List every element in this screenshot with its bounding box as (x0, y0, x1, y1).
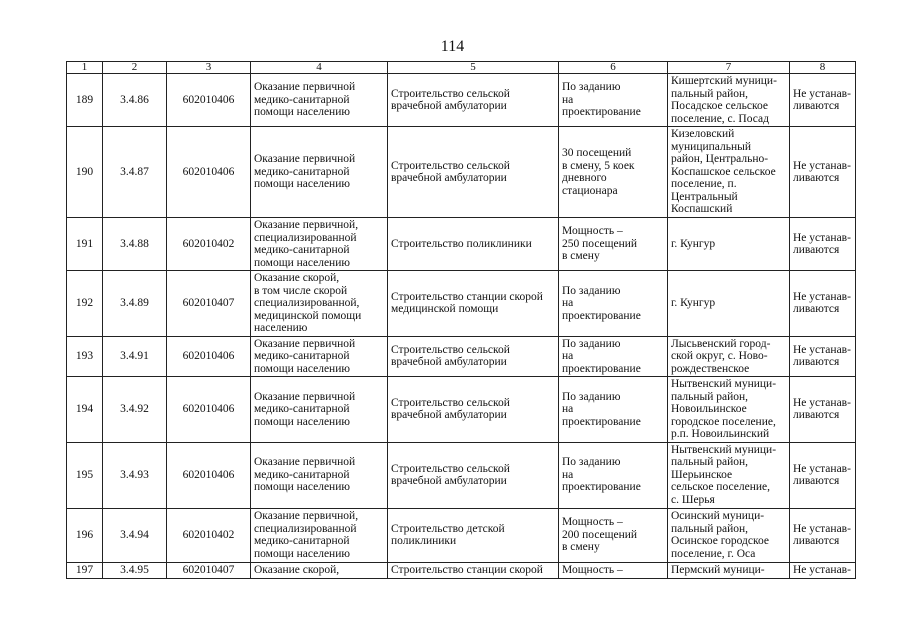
row-number: 189 (67, 74, 103, 127)
row-purpose: Оказание первичной медико-санитарной помощи населению (251, 74, 388, 127)
row-capacity: По заданию на проектирование (559, 377, 668, 443)
row-capacity: Мощность – 250 посещений в смену (559, 218, 668, 271)
row-number: 197 (67, 562, 103, 578)
row-capacity: Мощность – (559, 562, 668, 578)
row-object: Строительство станции скорой (388, 562, 559, 578)
table-header-row (67, 62, 856, 74)
row-code: 3.4.92 (103, 377, 167, 443)
table-row (67, 562, 856, 578)
header-cell: 2 (103, 62, 167, 74)
row-code: 3.4.89 (103, 271, 167, 337)
row-location: Лысьвенский город- ской округ, с. Ново- рождественское (668, 336, 790, 377)
row-zone: Не устанав- ливаются (790, 218, 856, 271)
row-code: 3.4.93 (103, 442, 167, 508)
row-location: Пермский муници- (668, 562, 790, 578)
row-location: г. Кунгур (668, 218, 790, 271)
row-zone: Не устанав- ливаются (790, 336, 856, 377)
row-location: Нытвенский муници- пальный район, Шерьинское сельское поселение, с. Шерья (668, 442, 790, 508)
table-row (67, 508, 856, 562)
row-zone: Не устанав- (790, 562, 856, 578)
header-cell: 4 (251, 62, 388, 74)
row-zone: Не устанав- ливаются (790, 508, 856, 562)
row-object: Строительство сельской врачебной амбулатории (388, 336, 559, 377)
row-location: Осинский муници- пальный район, Осинское городское поселение, г. Оса (668, 508, 790, 562)
row-purpose: Оказание первичной, специализированной медико-санитарной помощи населению (251, 508, 388, 562)
row-okved: 602010406 (167, 377, 251, 443)
row-number: 192 (67, 271, 103, 337)
row-code: 3.4.86 (103, 74, 167, 127)
row-number: 191 (67, 218, 103, 271)
row-zone: Не устанав- ливаются (790, 377, 856, 443)
row-capacity: По заданию на проектирование (559, 336, 668, 377)
row-zone: Не устанав- ливаются (790, 271, 856, 337)
row-number: 193 (67, 336, 103, 377)
row-object: Строительство сельской врачебной амбулатории (388, 127, 559, 218)
row-capacity: По заданию на проектирование (559, 442, 668, 508)
row-number: 196 (67, 508, 103, 562)
row-okved: 602010402 (167, 218, 251, 271)
row-code: 3.4.87 (103, 127, 167, 218)
row-purpose: Оказание первичной медико-санитарной помощи населению (251, 377, 388, 443)
row-okved: 602010406 (167, 127, 251, 218)
row-okved: 602010402 (167, 508, 251, 562)
row-code: 3.4.94 (103, 508, 167, 562)
header-cell: 1 (67, 62, 103, 74)
row-okved: 602010407 (167, 562, 251, 578)
row-purpose: Оказание первичной медико-санитарной помощи населению (251, 336, 388, 377)
table-row (67, 127, 856, 218)
row-zone: Не устанав- ливаются (790, 127, 856, 218)
table-row (67, 271, 856, 337)
row-location: Кишертский муници- пальный район, Посадское сельское поселение, с. Посад (668, 74, 790, 127)
row-object: Строительство станции скорой медицинской помощи (388, 271, 559, 337)
row-object: Строительство сельской врачебной амбулатории (388, 442, 559, 508)
row-okved: 602010406 (167, 74, 251, 127)
header-cell: 6 (559, 62, 668, 74)
row-object: Строительство сельской врачебной амбулатории (388, 74, 559, 127)
table-row (67, 442, 856, 508)
row-object: Строительство сельской врачебной амбулатории (388, 377, 559, 443)
page-number: 114 (440, 38, 465, 55)
row-purpose: Оказание скорой, (251, 562, 388, 578)
row-location: Нытвенский муници- пальный район, Новоильинское городское поселение, р.п. Новоильинский (668, 377, 790, 443)
row-code: 3.4.91 (103, 336, 167, 377)
row-purpose: Оказание первичной медико-санитарной помощи населению (251, 442, 388, 508)
row-okved: 602010407 (167, 271, 251, 337)
row-code: 3.4.95 (103, 562, 167, 578)
row-purpose: Оказание первичной медико-санитарной помощи населению (251, 127, 388, 218)
row-capacity: По заданию на проектирование (559, 271, 668, 337)
header-cell: 5 (388, 62, 559, 74)
row-okved: 602010406 (167, 336, 251, 377)
row-number: 195 (67, 442, 103, 508)
row-zone: Не устанав- ливаются (790, 74, 856, 127)
row-capacity: 30 посещений в смену, 5 коек дневного стационара (559, 127, 668, 218)
row-capacity: Мощность – 200 посещений в смену (559, 508, 668, 562)
row-location: г. Кунгур (668, 271, 790, 337)
row-capacity: По заданию на проектирование (559, 74, 668, 127)
row-okved: 602010406 (167, 442, 251, 508)
header-cell: 3 (167, 62, 251, 74)
header-cell: 8 (790, 62, 856, 74)
table-row (67, 336, 856, 377)
row-location: Кизеловский муниципальный район, Центрально- Коспашское сельское поселение, п. Центральный Коспашский (668, 127, 790, 218)
row-purpose: Оказание скорой, в том числе скорой специализированной, медицинской помощи населению (251, 271, 388, 337)
table-row (67, 74, 856, 127)
table-row (67, 377, 856, 443)
row-object: Строительство поликлиники (388, 218, 559, 271)
row-purpose: Оказание первичной, специализированной медико-санитарной помощи населению (251, 218, 388, 271)
row-zone: Не устанав- ливаются (790, 442, 856, 508)
row-object: Строительство детской поликлиники (388, 508, 559, 562)
row-number: 194 (67, 377, 103, 443)
row-number: 190 (67, 127, 103, 218)
row-code: 3.4.88 (103, 218, 167, 271)
facilities-table (66, 61, 856, 579)
table-row (67, 218, 856, 271)
header-cell: 7 (668, 62, 790, 74)
